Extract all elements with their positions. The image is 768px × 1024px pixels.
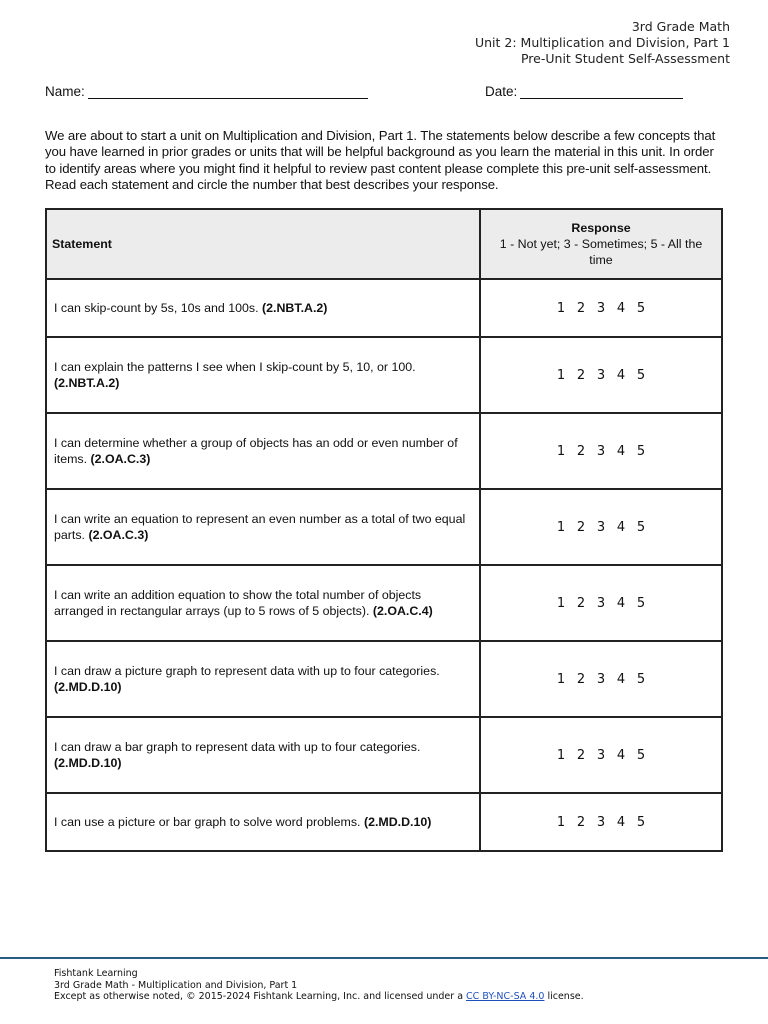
rating-option-3[interactable]: 3 <box>596 443 606 459</box>
header-assessment-title: Pre-Unit Student Self-Assessment <box>520 51 730 66</box>
rating-option-1[interactable]: 1 <box>556 747 566 763</box>
header-unit: Unit 2: Multiplication and Division, Part 1 <box>474 35 730 50</box>
statement-text: I can explain the patterns I see when I skip-count by 5, 10, or 100. <box>54 359 416 374</box>
rating-option-5[interactable]: 5 <box>636 300 646 316</box>
response-cell <box>480 489 722 565</box>
table-row <box>46 641 722 717</box>
instructions-paragraph: We are about to start a unit on Multiplication and Division, Part 1. The statements below describe a few concepts that you have learned in prior grades or units that will be helpful background as you learn the material in this unit. In order to identify areas where you might find it helpful to review past content please complete this pre-unit self-assessment. Read each statement and circle the number that best describes your response. <box>45 128 716 192</box>
statement-cell <box>46 413 480 489</box>
date-field[interactable] <box>485 84 683 99</box>
standard-code: (2.OA.C.3) <box>90 452 151 466</box>
rating-option-1[interactable]: 1 <box>556 367 566 383</box>
statement-text: I can skip-count by 5s, 10s and 100s. <box>54 300 263 315</box>
name-field[interactable] <box>45 84 368 99</box>
rating-option-4[interactable]: 4 <box>616 671 626 687</box>
rating-option-5[interactable]: 5 <box>636 671 646 687</box>
statement-text: I can use a picture or bar graph to solve word problems. <box>54 814 364 829</box>
rating-option-5[interactable]: 5 <box>636 747 646 763</box>
table-row <box>46 279 722 337</box>
document-header <box>475 19 730 67</box>
rating-option-4[interactable]: 4 <box>616 443 626 459</box>
rating-option-1[interactable]: 1 <box>556 671 566 687</box>
rating-option-3[interactable]: 3 <box>596 367 606 383</box>
response-cell <box>480 279 722 337</box>
rating-option-2[interactable]: 2 <box>576 671 586 687</box>
name-line[interactable] <box>88 84 368 99</box>
standard-code: (2.MD.D.10) <box>54 680 122 694</box>
rating-option-4[interactable]: 4 <box>616 367 626 383</box>
rating-option-5[interactable]: 5 <box>636 595 646 611</box>
rating-option-4[interactable]: 4 <box>616 519 626 535</box>
self-assessment-table <box>45 208 723 852</box>
rating-option-4[interactable]: 4 <box>616 747 626 763</box>
rating-option-2[interactable]: 2 <box>576 367 586 383</box>
response-scale-legend: 1 - Not yet; 3 - Sometimes; 5 - All the time <box>499 237 703 267</box>
table-row <box>46 793 722 851</box>
statement-cell <box>46 641 480 717</box>
standard-code: (2.OA.C.4) <box>372 604 433 618</box>
statement-cell <box>46 565 480 641</box>
statement-cell <box>46 793 480 851</box>
rating-option-3[interactable]: 3 <box>596 671 606 687</box>
rating-option-1[interactable]: 1 <box>556 595 566 611</box>
rating-option-2[interactable]: 2 <box>576 595 586 611</box>
statement-cell <box>46 489 480 565</box>
rating-option-2[interactable]: 2 <box>576 519 586 535</box>
date-label: Date: <box>485 84 518 99</box>
statement-text: I can write an addition equation to show the total number of objects arranged in rectangular arrays (up to 5 rows of 5 objects). <box>54 587 422 618</box>
license-link[interactable]: CC BY-NC-SA 4.0 <box>466 991 545 1002</box>
page-footer <box>54 968 584 1003</box>
statement-text: I can draw a picture graph to represent data with up to four categories. <box>54 663 440 678</box>
rating-option-2[interactable]: 2 <box>576 814 586 830</box>
standard-code: (2.OA.C.3) <box>88 528 149 542</box>
statement-cell <box>46 717 480 793</box>
response-cell <box>480 641 722 717</box>
statement-text: I can write an equation to represent an even number as a total of two equal parts. <box>54 511 466 542</box>
response-column-header <box>480 209 722 279</box>
statement-text: I can determine whether a group of objects has an odd or even number of items. <box>54 435 458 466</box>
license-text: Except as otherwise noted, © 2015-2024 Fishtank Learning, Inc. and licensed under a <box>54 991 467 1002</box>
rating-option-5[interactable]: 5 <box>636 519 646 535</box>
rating-option-1[interactable]: 1 <box>556 443 566 459</box>
rating-option-5[interactable]: 5 <box>636 367 646 383</box>
rating-option-2[interactable]: 2 <box>576 443 586 459</box>
response-cell <box>480 565 722 641</box>
header-grade: 3rd Grade Math <box>631 19 730 34</box>
standard-code: (2.MD.D.10) <box>363 814 432 829</box>
response-cell <box>480 717 722 793</box>
license-suffix: license. <box>544 991 584 1002</box>
rating-option-4[interactable]: 4 <box>616 300 626 316</box>
rating-option-3[interactable]: 3 <box>596 814 606 830</box>
response-title: Response <box>571 221 631 235</box>
footer-divider <box>0 957 768 959</box>
standard-code: (2.NBT.A.2) <box>262 300 328 315</box>
response-cell <box>480 793 722 851</box>
rating-option-3[interactable]: 3 <box>596 300 606 316</box>
rating-option-5[interactable]: 5 <box>636 814 646 830</box>
statement-text: I can draw a bar graph to represent data with up to four categories. <box>54 739 421 754</box>
response-cell <box>480 413 722 489</box>
rating-option-1[interactable]: 1 <box>556 519 566 535</box>
table-row <box>46 565 722 641</box>
table-row <box>46 489 722 565</box>
table-header-row <box>46 209 722 279</box>
rating-option-2[interactable]: 2 <box>576 300 586 316</box>
statement-cell <box>46 337 480 413</box>
response-cell <box>480 337 722 413</box>
table-row <box>46 337 722 413</box>
footer-org: Fishtank Learning <box>54 968 138 979</box>
table-row <box>46 413 722 489</box>
rating-option-5[interactable]: 5 <box>636 443 646 459</box>
name-label: Name: <box>45 84 85 99</box>
footer-license <box>54 991 584 1003</box>
rating-option-3[interactable]: 3 <box>596 747 606 763</box>
statement-column-header: Statement <box>46 209 480 279</box>
statement-cell <box>46 279 480 337</box>
rating-option-3[interactable]: 3 <box>596 595 606 611</box>
rating-option-1[interactable]: 1 <box>556 300 566 316</box>
rating-option-1[interactable]: 1 <box>556 814 566 830</box>
rating-option-4[interactable]: 4 <box>616 595 626 611</box>
date-line[interactable] <box>520 84 683 99</box>
name-date-row <box>45 84 725 104</box>
standard-code: (2.NBT.A.2) <box>54 376 120 390</box>
rating-option-2[interactable]: 2 <box>576 747 586 763</box>
rating-option-3[interactable]: 3 <box>596 519 606 535</box>
footer-course: 3rd Grade Math - Multiplication and Division, Part 1 <box>54 979 298 991</box>
rating-option-4[interactable]: 4 <box>616 814 626 830</box>
table-row <box>46 717 722 793</box>
standard-code: (2.MD.D.10) <box>54 756 122 770</box>
